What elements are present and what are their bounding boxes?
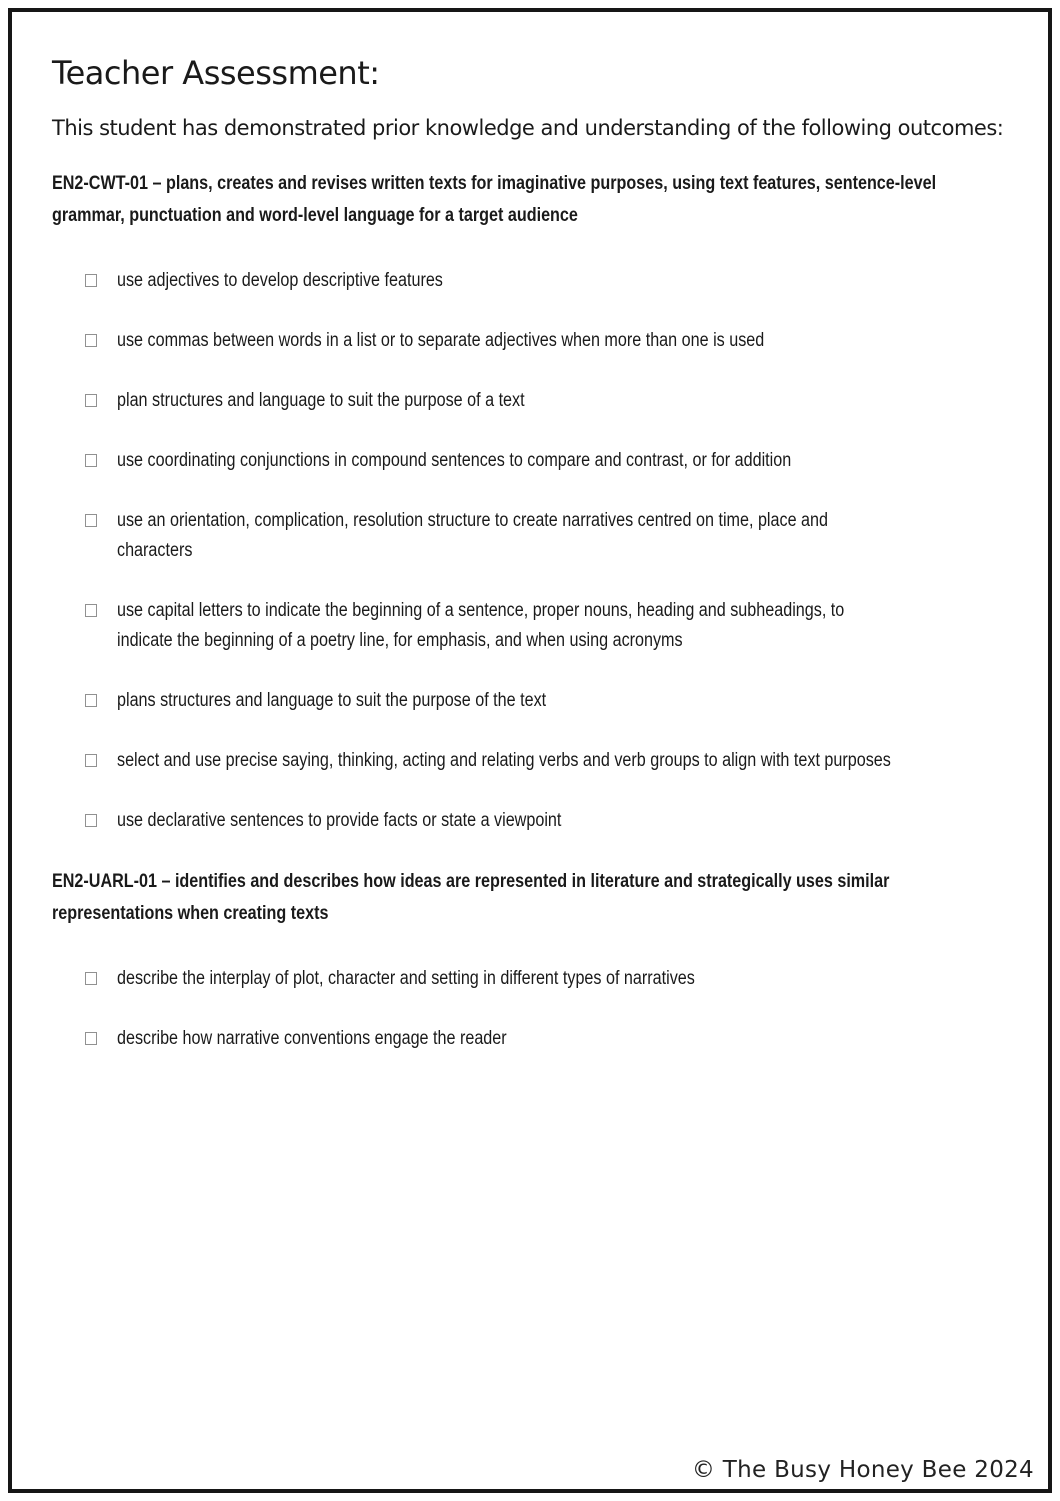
checklist-item-label: use commas between words in a list or to separate adjectives when more than one is used [117,329,765,351]
checkbox-icon[interactable] [85,604,97,617]
checkbox-icon[interactable] [85,394,97,407]
checklist-item [85,596,1042,656]
checkbox-icon[interactable] [85,334,97,347]
checklist-item [85,686,1042,716]
checklist-item-label: select and use precise saying, thinking, acting and relating verbs and verb groups to align with text purposes [117,749,891,771]
checklist-item-label: plans structures and language to suit the purpose of the text [117,689,547,711]
page-subtitle: This student has demonstrated prior knowledge and understanding of the following outcomes: [52,116,1004,141]
checklist-item-label: describe how narrative conventions engage the reader [117,1027,507,1049]
checklist-en2-uarl-01 [52,964,1042,1054]
checklist-item [85,446,1042,476]
checkbox-icon[interactable] [85,514,97,527]
checklist-item-label: plan structures and language to suit the purpose of a text [117,389,525,411]
checklist-item [85,386,1042,416]
checklist-item [85,746,1042,776]
checkbox-icon[interactable] [85,972,97,985]
checklist-item-label: describe the interplay of plot, character and setting in different types of narratives [117,967,695,989]
checklist-en2-cwt-01 [52,266,1042,836]
page-title: Teacher Assessment: [52,54,380,92]
checklist-item [85,506,1042,566]
checklist-item-label: use coordinating conjunctions in compound sentences to compare and contrast, or for addition [117,449,792,471]
outcome-heading-en2-cwt-01: EN2-CWT-01 – plans, creates and revises written texts for imaginative purposes, using text features, sentence-level grammar, punctuation and word-level language for a target audience [52,172,937,226]
checklist-item-label: use adjectives to develop descriptive features [117,269,443,291]
checkbox-icon[interactable] [85,454,97,467]
checklist-item [85,326,1042,356]
checkbox-icon[interactable] [85,814,97,827]
checklist-item-label: use capital letters to indicate the beginning of a sentence, proper nouns, heading and subheadings, to indicate the beginning of a poetry line, for emphasis, and when using acronyms [117,599,845,651]
checklist-item [85,266,1042,296]
checklist-item-label: use an orientation, complication, resolution structure to create narratives centred on time, place and characters [117,509,828,561]
checkbox-icon[interactable] [85,274,97,287]
page-content [52,54,1042,1084]
checklist-item-label: use declarative sentences to provide facts or state a viewpoint [117,809,562,831]
checkbox-icon[interactable] [85,1032,97,1045]
checkbox-icon[interactable] [85,754,97,767]
checklist-item [85,964,1042,994]
checklist-item [85,806,1042,836]
checkbox-icon[interactable] [85,694,97,707]
page-border [8,8,1052,1493]
copyright-credit: © The Busy Honey Bee 2024 [691,1457,1034,1483]
outcome-heading-en2-uarl-01: EN2-UARL-01 – identifies and describes how ideas are represented in literature and strategically uses similar representations when creating texts [52,870,890,924]
checklist-item [85,1024,1042,1054]
